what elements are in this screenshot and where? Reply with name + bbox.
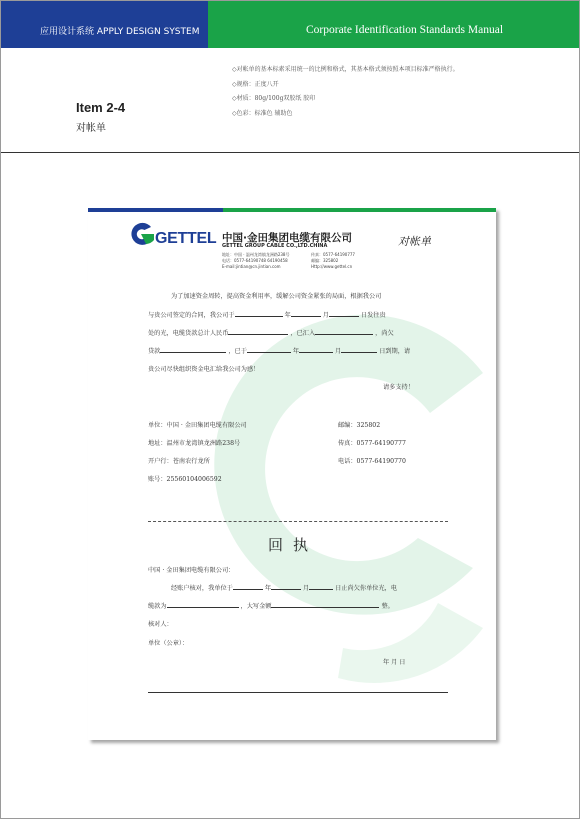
contact-website: Http://www.gettel.cn bbox=[311, 264, 353, 269]
thanks-line: 请多支持！ bbox=[383, 384, 414, 391]
contact-email: E-mail:jintian@cn.jintian.com bbox=[222, 264, 281, 269]
spec-line: ◇规格：正度八开 bbox=[232, 80, 279, 88]
sender-bank: 开户行：苍南农行龙所 bbox=[148, 458, 210, 465]
contact-postcode: 邮编：325802 bbox=[311, 258, 339, 263]
receipt-line-2: 缆款为 ，大写金额 整。 bbox=[148, 603, 394, 610]
body-line-5: 贵公司尽快组织资金电汇给我公司为感！ bbox=[148, 366, 260, 373]
sender-unit: 单位：中国 · 金田集团电缆有限公司 bbox=[148, 422, 247, 429]
company-name-en: GETTEL GROUP CABLE CO.,LTD.CHINA bbox=[222, 243, 328, 249]
contact-fax: 传真：0577-64190777 bbox=[311, 252, 355, 257]
sender-phone: 电话：0577-64190770 bbox=[338, 458, 406, 465]
body-line-4: 贷款 ，已于 年 月 日到期，请 bbox=[148, 348, 411, 355]
receipt-date: 年 月 日 bbox=[383, 659, 406, 666]
section-divider bbox=[1, 152, 579, 153]
document-title: 对帐单 bbox=[398, 235, 431, 248]
contact-phone: 电话：0577-64190748 64190458 bbox=[222, 258, 288, 263]
item-name: 对帐单 bbox=[76, 123, 106, 134]
receipt-title: 回执 bbox=[268, 536, 319, 554]
receipt-line-1: 经账户核对，我单位于 年 月 日止尚欠你单位光，电 bbox=[171, 585, 398, 592]
sender-account: 账号：25560104006592 bbox=[148, 476, 222, 483]
logo-wordmark: GETTEL bbox=[155, 230, 217, 247]
company-name-cn: 中国·金田集团电缆有限公司 bbox=[222, 232, 352, 244]
receipt-checker: 核对人： bbox=[148, 621, 173, 628]
gettel-logo-icon bbox=[129, 221, 155, 247]
spec-list bbox=[232, 63, 459, 121]
item-number: Item 2-4 bbox=[76, 100, 126, 115]
receipt-seal: 单位（公章）： bbox=[148, 640, 189, 647]
body-line-3: 处的光，电缆货款总计人民币 ，已汇入 ，尚欠 bbox=[148, 330, 394, 337]
statement-sheet bbox=[88, 208, 496, 740]
spec-line: ◇对帐单的基本标素采用统一的比例和格式，其基本格式须按照本项目标准严格执行。 bbox=[232, 66, 459, 73]
contact-address: 地址：中国 · 温州龙湾镇龙洲路238号 bbox=[222, 252, 290, 257]
header-manual-title: Corporate Identification Standards Manual bbox=[306, 24, 504, 36]
body-line-2: 与贵公司签定的合同，我公司于 年 月 日发往贵 bbox=[148, 312, 386, 319]
sender-postcode: 邮编：325802 bbox=[338, 422, 381, 429]
spec-line: ◇色彩：标准色 辅助色 bbox=[232, 109, 293, 117]
cut-line bbox=[148, 521, 448, 522]
sender-fax: 传真：0577-64190777 bbox=[338, 440, 406, 447]
body-line-1: 为了加速资金周转，提高资金利用率，缓解公司资金紧张的局面，根据我公司 bbox=[171, 293, 382, 300]
sheet-bottom-rule bbox=[148, 692, 448, 693]
receipt-recipient: 中国 · 金田集团电缆有限公司： bbox=[148, 567, 235, 574]
spec-line: ◇材质：80g/100g双胶纸 胶印 bbox=[232, 95, 316, 102]
header-system-label: 应用设计系统 APPLY DESIGN SYSTEM bbox=[40, 27, 200, 37]
sender-address: 地址：温州市龙湾镇龙洲路238号 bbox=[148, 440, 241, 447]
